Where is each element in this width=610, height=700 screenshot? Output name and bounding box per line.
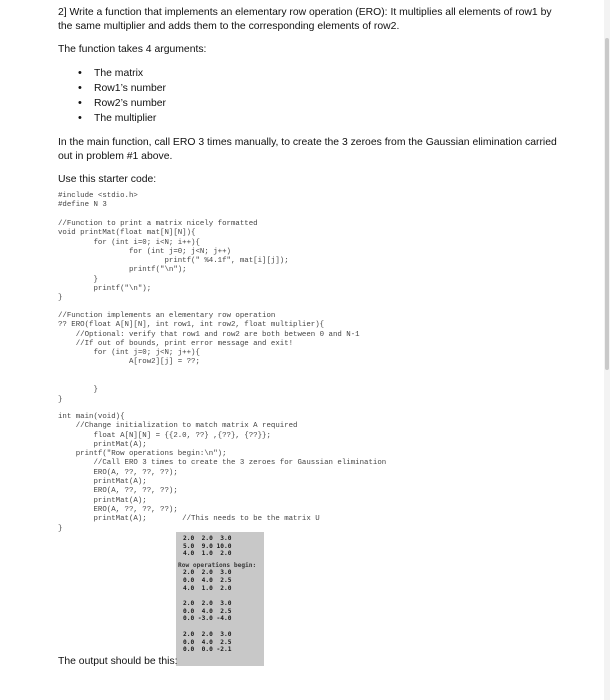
output-matrix-step-3: 2.0 2.0 3.0 0.0 4.0 2.5 0.0 0.0 -2.1 — [183, 630, 232, 654]
output-label: The output should be this: — [58, 656, 178, 667]
argument-item: • Row1’s number — [78, 81, 166, 96]
starter-code-label: Use this starter code: — [58, 174, 157, 185]
argument-item: • Row2’s number — [78, 96, 166, 111]
arguments-list — [78, 66, 166, 126]
question-line-2: the same multiplier and adds them to the corresponding elements of row2. — [58, 21, 400, 32]
arguments-intro: The function takes 4 arguments: — [58, 44, 207, 55]
program-output-image — [176, 532, 264, 666]
scrollbar-thumb[interactable] — [605, 38, 609, 370]
output-header: Row operations begin: — [178, 561, 257, 569]
vertical-scrollbar[interactable] — [604, 0, 610, 700]
code-ero-function: //Function implements an elementary row operation ?? ERO(float A[N][N], int row1, int row2, float multiplier){ //Optional: verify that row1 and row2 are both between 0 and N-1 //If out of bounds, print error message and exit! for (int j=0; j<N; j++){ A[row2][j] = ??; } } — [58, 312, 360, 404]
output-matrix-initial: 2.0 2.0 3.0 5.0 9.0 10.0 4.0 1.0 2.0 — [183, 535, 232, 558]
argument-item: • The matrix — [78, 66, 166, 81]
question-line-1: 2] Write a function that implements an elementary row operation (ERO): It multiplies all elements of row1 by — [58, 7, 552, 18]
code-main-function: int main(void){ //Change initialization to match matrix A required float A[N][N] = {{2.0, ??} ,{??}, {??}}; printMat(A); printf("Row operations begin:\n"); //Call ERO 3 times to create the 3 zeroes for Gaussian elimination ERO(A, ??, ??, ??); printMat(A); ERO(A, ??, ??, ??); printMat(A); ERO(A, ??, ??, ??); printMat(A); //This needs to be the matrix U } — [58, 413, 387, 533]
code-printmat-function: //Function to print a matrix nicely formatted void printMat(float mat[N][N]){ for (int i=0; i<N; i++){ for (int j=0; j<N; j++) printf(" %4.1f", mat[i][j]); printf("\n"); } printf("\n"); } — [58, 220, 289, 303]
main-instruction-line-1: In the main function, call ERO 3 times manually, to create the 3 zeroes from the Gaussian elimination carried — [58, 137, 557, 148]
output-matrix-step-2: 2.0 2.0 3.0 0.0 4.0 2.5 0.0 -3.0 -4.0 — [183, 600, 232, 623]
main-instruction-line-2: out in problem #1 above. — [58, 151, 173, 162]
argument-item: • The multiplier — [78, 111, 166, 126]
output-matrix-step-1: 2.0 2.0 3.0 0.0 4.0 2.5 4.0 1.0 2.0 — [183, 569, 232, 592]
code-includes: #include <stdio.h> #define N 3 — [58, 192, 138, 210]
